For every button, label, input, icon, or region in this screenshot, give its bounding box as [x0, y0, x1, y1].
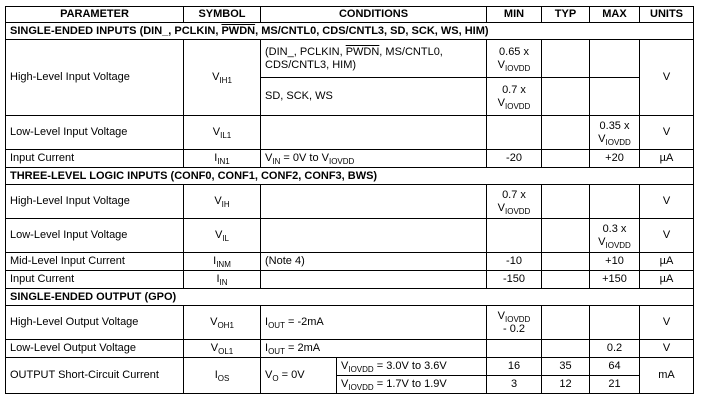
- table-row: [6, 40, 694, 78]
- condition-cell: $I_{OUT} = 2mA$: [261, 340, 487, 358]
- table-row: [6, 253, 694, 271]
- table-row: [6, 271, 694, 289]
- condition-cell: [261, 219, 487, 253]
- condition-cell: [261, 185, 487, 219]
- min-cell: -150: [487, 271, 542, 289]
- condition-cell: $I_{OUT} = -2mA$: [261, 306, 487, 340]
- typ-cell: [542, 340, 590, 358]
- sub-condition-cell: $V_{IOVDD} = 1.7V$ to 1.9V: [337, 376, 487, 394]
- section-title-single-ended-output: SINGLE-ENDED OUTPUT (GPO): [6, 289, 694, 306]
- typ-cell: [542, 150, 590, 168]
- min-cell: [487, 219, 542, 253]
- min-cell: 3: [487, 376, 542, 394]
- symbol-cell: $I_{IN}$: [184, 271, 261, 289]
- col-max: MAX: [590, 7, 640, 23]
- typ-cell: [542, 253, 590, 271]
- symbol-cell: $I_{OS}$: [184, 358, 261, 394]
- unit-cell: V: [640, 306, 694, 340]
- table-row: [6, 185, 694, 219]
- min-cell: [487, 116, 542, 150]
- condition-cell: $V_O = 0V$: [261, 358, 337, 394]
- section-title-single-ended-inputs: SINGLE-ENDED INPUTS (DIN_, PCLKIN, PWDN, MS/CNTL0, CDS/CNTL3, SD, SCK, WS, HIM): [6, 23, 694, 40]
- unit-cell: V: [640, 340, 694, 358]
- condition-cell: (DIN_, PCLKIN, PWDN, MS/CNTL0, CDS/CNTL3, HIM): [261, 40, 487, 78]
- section-title-three-level-inputs: THREE-LEVEL LOGIC INPUTS (CONF0, CONF1, CONF2, CONF3, BWS): [6, 168, 694, 185]
- min-cell: 0.7 x $V_{IOVDD}$: [487, 185, 542, 219]
- min-cell: 0.7 x $V_{IOVDD}$: [487, 78, 542, 116]
- param-cell: Low-Level Input Voltage: [6, 219, 184, 253]
- col-min: MIN: [487, 7, 542, 23]
- symbol-cell: $I_{INM}$: [184, 253, 261, 271]
- table-row: [6, 358, 694, 376]
- unit-cell: mA: [640, 358, 694, 394]
- typ-cell: 35: [542, 358, 590, 376]
- unit-cell: µA: [640, 253, 694, 271]
- max-cell: +10: [590, 253, 640, 271]
- col-units: UNITS: [640, 7, 694, 23]
- max-cell: 21: [590, 376, 640, 394]
- electrical-characteristics-table: [5, 6, 694, 394]
- unit-cell: V: [640, 185, 694, 219]
- section-header: [6, 168, 694, 185]
- col-parameter: PARAMETER: [6, 7, 184, 23]
- param-cell: Low-Level Input Voltage: [6, 116, 184, 150]
- symbol-cell: $V_{IL}$: [184, 219, 261, 253]
- max-cell: 0.3 x $V_{IOVDD}$: [590, 219, 640, 253]
- table-row: [6, 150, 694, 168]
- typ-cell: 12: [542, 376, 590, 394]
- table-row: [6, 116, 694, 150]
- typ-cell: [542, 306, 590, 340]
- table-row: [6, 340, 694, 358]
- min-cell: -20: [487, 150, 542, 168]
- section-header: [6, 289, 694, 306]
- max-cell: +150: [590, 271, 640, 289]
- section-header: [6, 23, 694, 40]
- param-cell: Mid-Level Input Current: [6, 253, 184, 271]
- max-cell: [590, 78, 640, 116]
- min-cell: [487, 340, 542, 358]
- max-cell: [590, 306, 640, 340]
- param-cell: High-Level Output Voltage: [6, 306, 184, 340]
- symbol-cell: $V_{OL1}$: [184, 340, 261, 358]
- max-cell: 64: [590, 358, 640, 376]
- typ-cell: [542, 40, 590, 78]
- col-symbol: SYMBOL: [184, 7, 261, 23]
- table-row: [6, 219, 694, 253]
- typ-cell: [542, 78, 590, 116]
- unit-cell: V: [640, 219, 694, 253]
- symbol-cell: $I_{IN1}$: [184, 150, 261, 168]
- condition-cell: SD, SCK, WS: [261, 78, 487, 116]
- symbol-cell: $V_{OH1}$: [184, 306, 261, 340]
- condition-cell: (Note 4): [261, 253, 487, 271]
- col-typ: TYP: [542, 7, 590, 23]
- typ-cell: [542, 219, 590, 253]
- unit-cell: V: [640, 40, 694, 116]
- param-cell: Low-Level Output Voltage: [6, 340, 184, 358]
- symbol-cell: $V_{IH1}$: [184, 40, 261, 116]
- max-cell: +20: [590, 150, 640, 168]
- typ-cell: [542, 185, 590, 219]
- symbol-cell: $V_{IL1}$: [184, 116, 261, 150]
- typ-cell: [542, 116, 590, 150]
- max-cell: 0.35 x $V_{IOVDD}$: [590, 116, 640, 150]
- param-cell: OUTPUT Short-Circuit Current: [6, 358, 184, 394]
- min-cell: $V_{IOVDD}$ - 0.2: [487, 306, 542, 340]
- min-cell: -10: [487, 253, 542, 271]
- param-cell: Input Current: [6, 150, 184, 168]
- max-cell: [590, 185, 640, 219]
- min-cell: 0.65 x $V_{IOVDD}$: [487, 40, 542, 78]
- condition-cell: [261, 116, 487, 150]
- unit-cell: V: [640, 116, 694, 150]
- param-cell: High-Level Input Voltage: [6, 40, 184, 116]
- sub-condition-cell: $V_{IOVDD} = 3.0V$ to 3.6V: [337, 358, 487, 376]
- max-cell: [590, 40, 640, 78]
- table-row: [6, 306, 694, 340]
- condition-cell: [261, 271, 487, 289]
- symbol-cell: $V_{IH}$: [184, 185, 261, 219]
- unit-cell: µA: [640, 150, 694, 168]
- col-conditions: CONDITIONS: [261, 7, 487, 23]
- typ-cell: [542, 271, 590, 289]
- param-cell: High-Level Input Voltage: [6, 185, 184, 219]
- unit-cell: µA: [640, 271, 694, 289]
- condition-cell: $V_{IN} = 0V$ to $V_{IOVDD}$: [261, 150, 487, 168]
- max-cell: 0.2: [590, 340, 640, 358]
- param-cell: Input Current: [6, 271, 184, 289]
- header-row: [6, 7, 694, 23]
- min-cell: 16: [487, 358, 542, 376]
